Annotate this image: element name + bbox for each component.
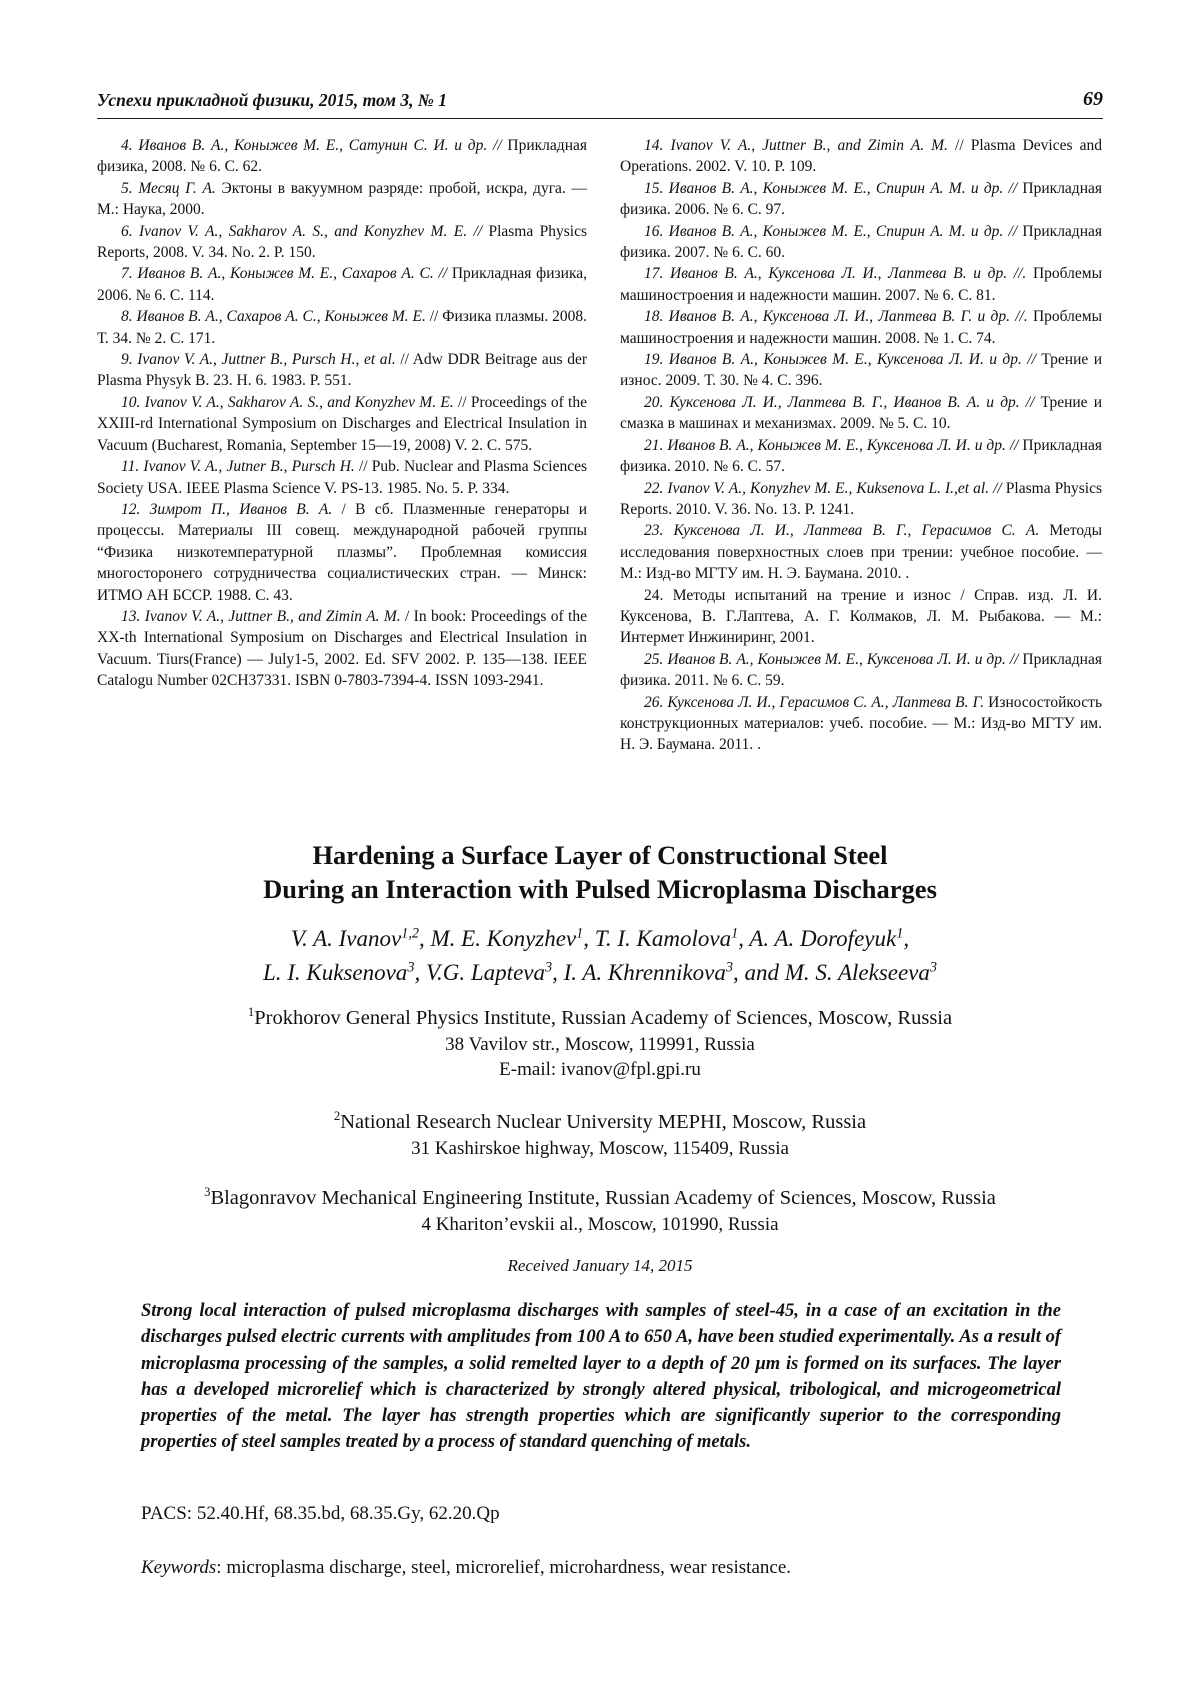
affiliation-1-marker: 1 [247,1005,255,1020]
reference-authors: 26. Куксенова Л. И., Герасимов С. А., Лаптева В. Г. [644,693,985,711]
reference-authors: 5. Месяц Г. А. [121,179,216,197]
reference-authors: 17. Иванов В. А., Куксенова Л. И., Лаптева В. и др. //. [644,265,1027,283]
page-number: 69 [1083,88,1103,110]
reference-item [97,263,587,306]
reference-authors: 14. Ivanov V. A., Juttner B., and Zimin A. M. [644,137,948,154]
reference-item [620,585,1102,649]
reference-item [620,435,1102,478]
reference-source: / In book: Proceedings of the XX-th International Symposium on Discharges and Electrical Insulation in Vacuum. Tiurs(France) — July1-5, 2002. Ed. SFV 2002. P. 135—138. IEEE Catalogu Number 02CH37331. ISBN 0-7803-7394-4. ISSN 1093-2941. [97,607,587,690]
article-title [0,838,1200,906]
reference-authors: 23. Куксенова Л. И., Лаптева В. Г., Герасимов С. А. [644,522,1040,540]
reference-item [620,649,1102,692]
affiliation-3-marker: 3 [204,1185,211,1200]
reference-item [97,221,587,264]
author-separator: , and [732,960,785,985]
title-line-1: Hardening a Surface Layer of Constructional Steel [312,840,888,870]
pacs-codes: PACS: 52.40.Hf, 68.35.bd, 68.35.Gy, 62.20.Qp [141,1503,500,1524]
author-separator: , [552,960,564,985]
author-name: A. A. Dorofeyuk [749,926,897,951]
title-line-2: During an Interaction with Pulsed Microplasma Discharges [263,874,937,904]
references-right-column [620,135,1102,756]
author-separator: , [419,926,431,951]
author-affiliation-marker: 1 [576,925,584,942]
reference-authors: 12. Зимрот П., Иванов В. А. [121,500,333,518]
reference-source: Трение и износ. 2009. Т. 30. № 4. С. 396. [620,351,1102,390]
author-name: M. S. Alekseeva [784,960,930,985]
author-affiliation-marker: 1,2 [401,925,420,942]
reference-source: / В сб. Плазменные генераторы и процессы. Материалы III совещ. международной рабочей группы “Физика низкотемпературной плазмы”. Проблемная комиссия многосторонего сотрудничества социалистических стран. — Минск: ИТМО АН БССР. 1988. С. 43. [97,500,587,604]
reference-source: Проблемы машиностроения и надежности машин. 2008. № 1. С. 74. [620,308,1102,347]
reference-authors: 19. Иванов В. А., Коныжев М. Е., Куксенова Л. И. и др. // [644,351,1036,369]
reference-authors: 18. Иванов В. А., Куксенова Л. И., Лаптева В. Г. и др. //. [644,308,1028,326]
reference-authors: 10. Ivanov V. A., Sakharov A. S., and Konyzhev M. E. [121,393,454,411]
affiliation-2 [0,1108,1200,1161]
reference-source: // Proceedings of the XXIII-rd International Symposium on Discharges and Electrical Insulation in Vacuum (Bucharest, Romania, September 15—19, 2008) V. 2. C. 575. [97,393,587,454]
journal-title: Успехи прикладной физики, 2015, том 3, № 1 [97,90,448,110]
reference-source: Прикладная физика. 2011. № 6. С. 59. [620,650,1102,690]
reference-source: // Pub. Nuclear and Plasma Sciences Society USA. IEEE Plasma Science V. PS-13. 1985. No. 5. P. 334. [97,458,587,497]
reference-source: Прикладная физика. 2006. № 6. С. 97. [620,179,1102,219]
author-affiliation-marker: 3 [929,959,938,976]
reference-item [97,178,587,221]
received-date: Received January 14, 2015 [507,1256,693,1275]
author-name: T. I. Kamolova [594,926,732,951]
affiliation-1-address: 38 Vavilov str., Moscow, 119991, Russia [445,1034,755,1055]
reference-source: Прикладная физика, 2008. № 6. С. 62. [97,137,587,176]
author-name: I. A. Khrennikova [563,960,726,985]
authors-line-2 [0,956,1200,990]
author-affiliation-marker: 1 [731,925,739,942]
reference-source: Износостойкость конструкционных материалов: учеб. пособие. — М.: Изд-во МГТУ им. Н. Э. Баумана. 2011. . [620,693,1103,754]
abstract: Strong local interaction of pulsed microplasma discharges with samples of steel-45, in a case of an excitation in the discharges pulsed electric currents with amplitudes from 100 A to 650 A, have been studied experimentally. As a result of microplasma processing of the samples, a solid remelted layer to a depth of 20 μm is formed on its surfaces. The layer has a developed microrelief which is characterized by strongly altered physical, tribological, and microgeometrical properties of the metal. The layer has strength properties which are significantly superior to the corresponding properties of steel samples treated by a process of standard quenching of metals. [141,1301,1061,1453]
author-affiliation-marker: 3 [407,959,415,976]
affiliation-2-address: 31 Kashirskoe highway, Moscow, 115409, Russia [411,1138,789,1159]
author-name: L. I. Kuksenova [262,960,408,985]
reference-authors: 16. Иванов В. А., Коныжев М. Е., Спирин А. М. и др. // [644,222,1018,240]
reference-item [97,349,587,392]
author-affiliation-marker: 3 [544,959,553,976]
author-separator: , [414,960,426,985]
author-name: V. A. Ivanov [290,926,402,951]
reference-item [620,392,1102,435]
reference-source: Прикладная физика. 2007. № 6. С. 60. [620,222,1102,262]
running-header [97,88,1103,119]
reference-source: Трение и смазка в машинах и механизмах. 2009. № 5. С. 10. [620,393,1102,433]
reference-authors: 7. Иванов В. А., Коныжев М. Е., Сахаров А. С. // [121,265,448,283]
reference-source: Прикладная физика, 2006. № 6. С. 114. [97,265,587,304]
reference-source: Методы исследования поверхностных слоев при трении: учебное пособие. — М.: Изд-во МГТУ им. Н. Э. Баумана. 2010. . [620,522,1102,583]
affiliation-2-name: National Research Nuclear University MEPHI, Moscow, Russia [340,1111,867,1133]
affiliation-2-marker: 2 [333,1109,341,1124]
reference-source: // Plasma Devices and Operations. 2002. V. 10. P. 109. [620,137,1102,176]
affiliation-1-email: E-mail: ivanov@fpl.gpi.ru [499,1059,701,1080]
author-list [0,922,1200,990]
reference-item [97,606,587,692]
reference-authors: 4. Иванов В. А., Коныжев М. Е., Сатунин С. И. и др. // [121,137,502,154]
reference-item [97,456,587,499]
reference-source: 24. Методы испытаний на трение и износ / Справ. изд. Л. И. Куксенова, В. Г.Лаптева, А. Г. Колмаков, Л. М. Рыбакова. — М.: Интермет Инжиниринг, 2001. [620,586,1102,647]
reference-authors: 22. Ivanov V. A., Konyzhev M. E., Kuksenova L. I.,et al. // [644,479,1002,497]
reference-item [620,263,1102,306]
author-name: M. E. Konyzhev [430,926,577,951]
reference-authors: 21. Иванов В. А., Коныжев М. Е., Куксенова Л. И. и др. // [644,436,1019,454]
reference-item [97,306,587,349]
author-separator: , [583,926,595,951]
reference-source: Plasma Physics Reports. 2010. V. 36. No. 13. P. 1241. [620,479,1102,518]
reference-item [97,392,587,456]
affiliation-3-address: 4 Khariton’evskii al., Moscow, 101990, Russia [421,1214,779,1235]
reference-item [97,135,587,178]
reference-authors: 6. Ivanov V. A., Sakharov A. S., and Konyzhev M. E. // [121,222,483,240]
reference-source: // Adw DDR Beitrage aus der Plasma Physyk B. 23. H. 6. 1983. P. 551. [97,351,587,390]
reference-item [620,178,1102,221]
reference-item [620,349,1102,392]
reference-source: Plasma Physics Reports, 2008. V. 34. No. 2. P. 150. [97,222,587,262]
affiliation-1-name: Prokhorov General Physics Institute, Russian Academy of Sciences, Moscow, Russia [254,1007,953,1029]
reference-item [620,478,1102,521]
keywords-text: : microplasma discharge, steel, microrelief, microhardness, wear resistance. [216,1557,792,1578]
reference-item [620,692,1102,756]
author-separator: , [903,926,910,951]
reference-authors: 8. Иванов В. А., Сахаров А. С., Коныжев М. Е. [121,308,426,326]
keywords-label: Keywords [141,1557,217,1578]
references-left-column [97,135,587,692]
affiliation-3-name: Blagonravov Mechanical Engineering Institute, Russian Academy of Sciences, Moscow, Russia [210,1187,996,1209]
affiliation-1 [0,1004,1200,1082]
reference-authors: 15. Иванов В. А., Коныжев М. Е., Спирин А. М. и др. // [644,179,1018,197]
reference-item [620,221,1102,264]
reference-source: Прикладная физика. 2010. № 6. С. 57. [620,436,1102,476]
author-affiliation-marker: 1 [896,925,904,942]
author-separator: , [738,926,750,951]
reference-source: Проблемы машиностроения и надежности машин. 2007. № 6. С. 81. [620,265,1103,304]
reference-item [97,499,587,606]
reference-authors: 11. Ivanov V. A., Jutner B., Pursch H. [121,458,355,476]
reference-item [620,520,1102,584]
reference-authors: 9. Ivanov V. A., Juttner B., Pursch H., et al. [121,351,396,369]
reference-authors: 13. Ivanov V. A., Juttner B., and Zimin A. M. [121,607,401,625]
affiliation-3 [0,1184,1200,1237]
author-name: V.G. Lapteva [425,960,545,985]
reference-authors: 20. Куксенова Л. И., Лаптева В. Г., Иванов В. А. и др. // [644,393,1035,411]
reference-authors: 25. Иванов В. А., Коныжев М. Е., Куксенова Л. И. и др. // [644,650,1019,668]
reference-source: Эктоны в вакуумном разряде: пробой, искра, дуга. — М.: Наука, 2000. [97,179,588,219]
author-affiliation-marker: 3 [725,959,733,976]
authors-line-1 [0,922,1200,956]
keywords [141,1557,791,1579]
reference-item [620,135,1102,178]
reference-item [620,306,1102,349]
reference-source: // Физика плазмы. 2008. Т. 34. № 2. С. 171. [97,308,587,347]
